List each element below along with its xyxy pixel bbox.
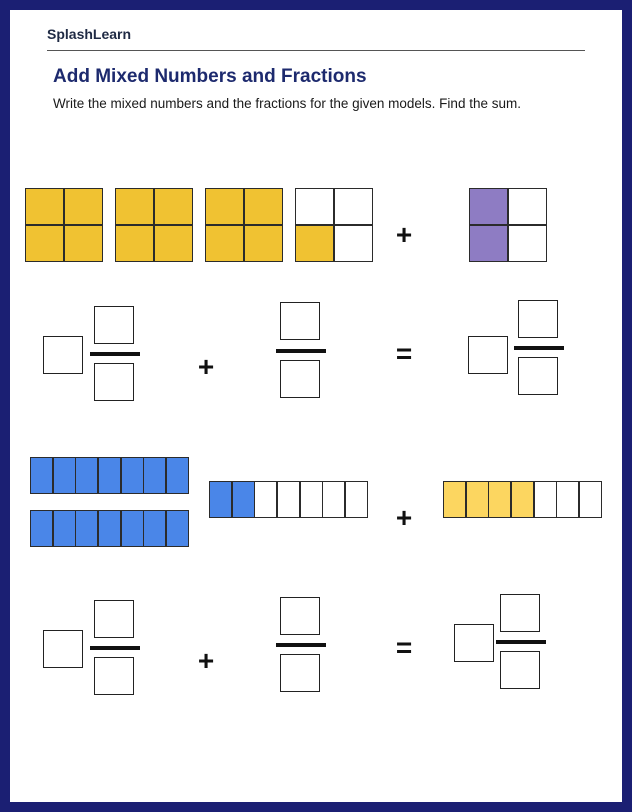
- p2-sum-denominator-box[interactable]: [500, 651, 540, 689]
- model-part: [509, 226, 546, 261]
- model-part: [122, 458, 143, 493]
- model-part: [167, 458, 188, 493]
- model-part: [346, 482, 367, 517]
- model-part: [167, 511, 188, 546]
- model-part: [122, 511, 143, 546]
- p2-sum-fraction-bar: [496, 640, 546, 644]
- model-part: [116, 189, 153, 224]
- p1-addend-denominator-box[interactable]: [280, 360, 320, 398]
- model-part: [512, 482, 533, 517]
- model-part: [206, 189, 243, 224]
- model-part: [116, 226, 153, 261]
- p1-whole-model-3: [205, 188, 283, 262]
- p1-fraction-model: [469, 188, 547, 262]
- p1-denominator-answer-box[interactable]: [94, 363, 134, 401]
- p1-partial-model: [295, 188, 373, 262]
- model-part: [54, 458, 75, 493]
- splashlearn-logo: SplashLearn: [47, 26, 132, 42]
- p1-whole-model-2: [115, 188, 193, 262]
- model-part: [296, 226, 333, 261]
- model-part: [144, 511, 165, 546]
- model-part: [301, 482, 322, 517]
- model-part: [335, 189, 372, 224]
- model-part: [31, 458, 52, 493]
- p1-addend-numerator-box[interactable]: [280, 302, 320, 340]
- p1-model-plus-sign: +: [395, 219, 413, 250]
- p1-fraction-bar: [90, 352, 140, 356]
- model-part: [278, 482, 299, 517]
- model-part: [99, 458, 120, 493]
- model-part: [509, 189, 546, 224]
- p1-sum-denominator-box[interactable]: [518, 357, 558, 395]
- model-part: [255, 482, 276, 517]
- model-part: [245, 226, 282, 261]
- model-part: [155, 189, 192, 224]
- p2-denominator-answer-box[interactable]: [94, 657, 134, 695]
- worksheet-instructions: Write the mixed numbers and the fractions for the given models. Find the sum.: [53, 96, 521, 111]
- p2-addend-fraction-bar: [276, 643, 326, 647]
- model-part: [206, 226, 243, 261]
- p1-sum-whole-box[interactable]: [468, 336, 508, 374]
- model-part: [467, 482, 488, 517]
- p1-whole-model-1: [25, 188, 103, 262]
- p1-whole-answer-box[interactable]: [43, 336, 83, 374]
- p2-plus-sign: +: [197, 645, 215, 676]
- model-part: [65, 189, 102, 224]
- p2-sum-numerator-box[interactable]: [500, 594, 540, 632]
- model-part: [155, 226, 192, 261]
- p2-model-plus-sign: +: [395, 502, 413, 533]
- p2-addend-denominator-box[interactable]: [280, 654, 320, 692]
- p1-addend-fraction-bar: [276, 349, 326, 353]
- model-part: [245, 189, 282, 224]
- p2-whole-answer-box[interactable]: [43, 630, 83, 668]
- model-part: [580, 482, 601, 517]
- model-part: [76, 511, 97, 546]
- p2-whole-model-1: [30, 457, 189, 494]
- model-part: [65, 226, 102, 261]
- header-divider: [47, 50, 585, 51]
- model-part: [489, 482, 510, 517]
- model-part: [470, 226, 507, 261]
- model-part: [470, 189, 507, 224]
- model-part: [323, 482, 344, 517]
- model-part: [335, 226, 372, 261]
- p2-addend-numerator-box[interactable]: [280, 597, 320, 635]
- p2-fraction-bar: [90, 646, 140, 650]
- model-part: [535, 482, 556, 517]
- p2-sum-whole-box[interactable]: [454, 624, 494, 662]
- model-part: [233, 482, 254, 517]
- model-part: [210, 482, 231, 517]
- p2-numerator-answer-box[interactable]: [94, 600, 134, 638]
- model-part: [296, 189, 333, 224]
- model-part: [26, 189, 63, 224]
- model-part: [557, 482, 578, 517]
- p2-whole-model-2: [30, 510, 189, 547]
- worksheet-page: [10, 10, 622, 802]
- p1-sum-fraction-bar: [514, 346, 564, 350]
- model-part: [54, 511, 75, 546]
- model-part: [31, 511, 52, 546]
- p1-numerator-answer-box[interactable]: [94, 306, 134, 344]
- p1-equals-sign: =: [395, 338, 413, 369]
- p1-sum-numerator-box[interactable]: [518, 300, 558, 338]
- p2-equals-sign: =: [395, 632, 413, 663]
- p1-plus-sign: +: [197, 351, 215, 382]
- model-part: [99, 511, 120, 546]
- worksheet-title: Add Mixed Numbers and Fractions: [53, 66, 367, 87]
- model-part: [444, 482, 465, 517]
- model-part: [26, 226, 63, 261]
- p2-fraction-model: [443, 481, 602, 518]
- model-part: [76, 458, 97, 493]
- model-part: [144, 458, 165, 493]
- p2-partial-model: [209, 481, 368, 518]
